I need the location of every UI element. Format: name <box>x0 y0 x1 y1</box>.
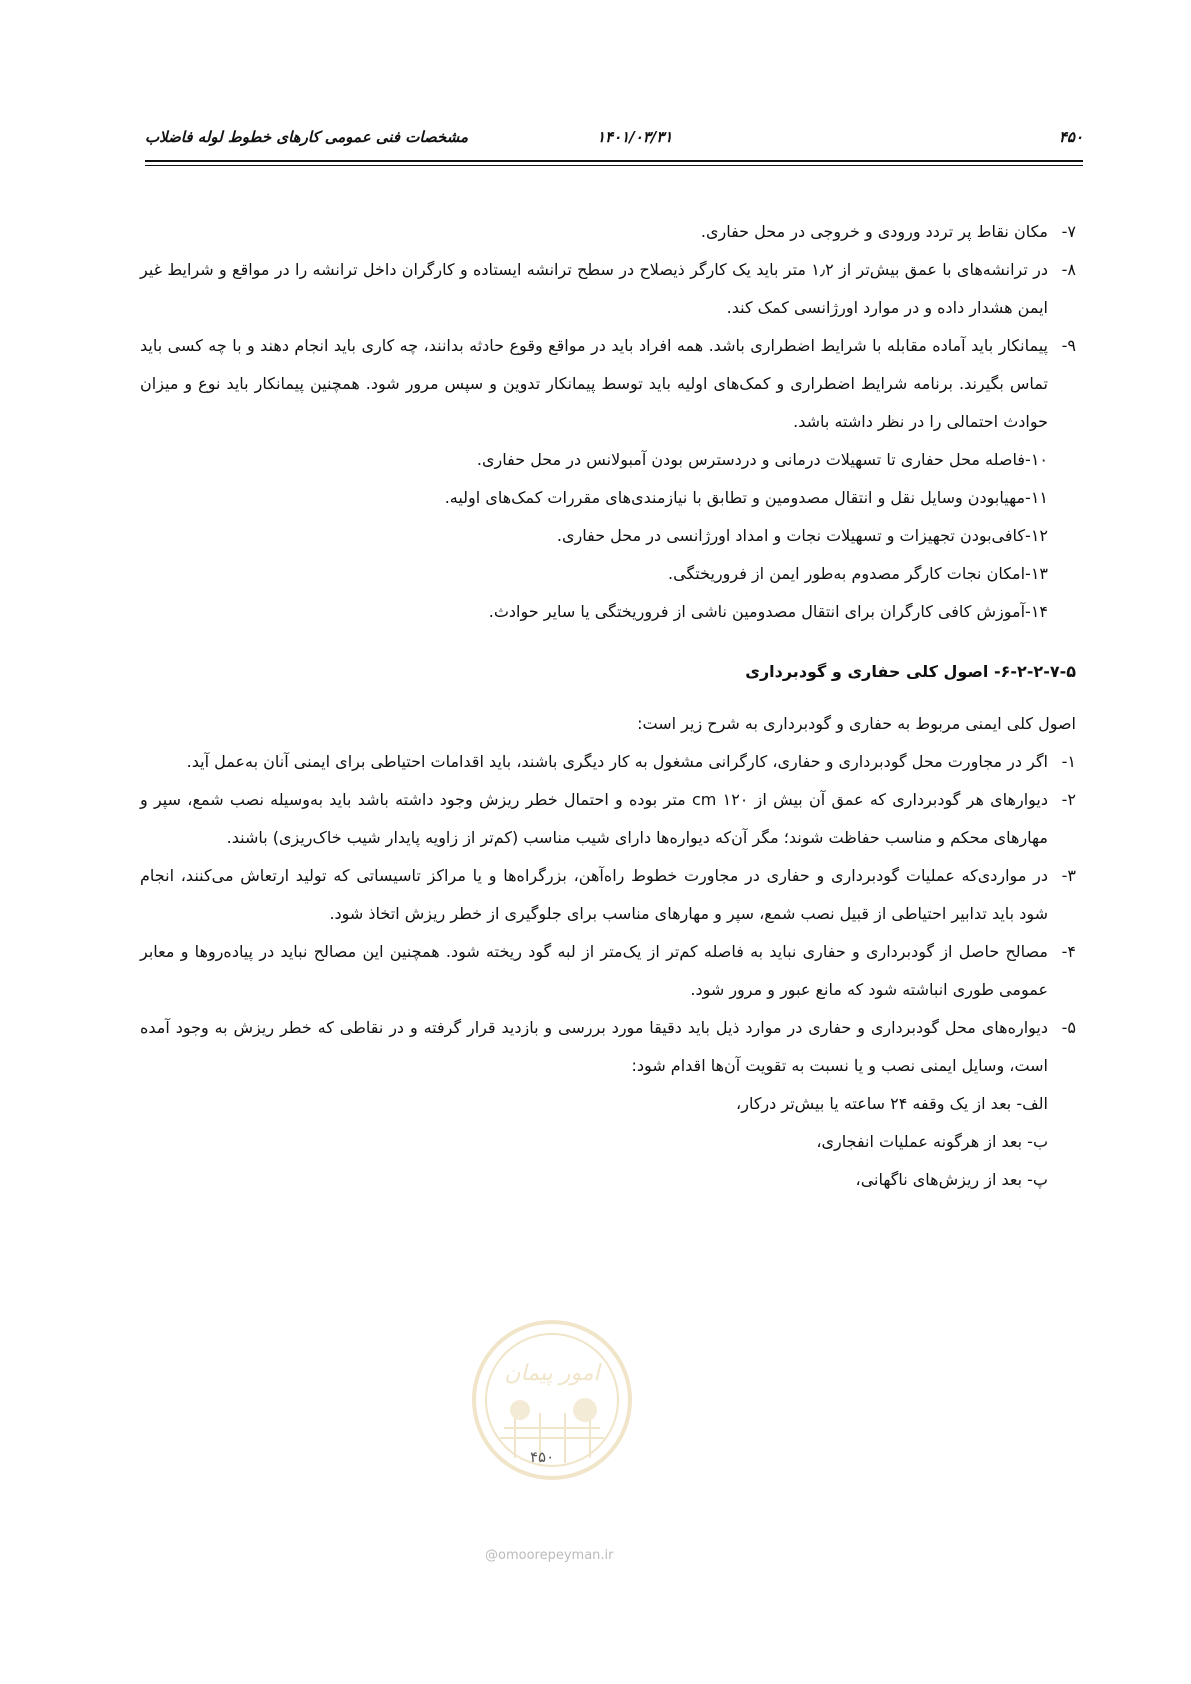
sub-list-item: پ- بعد از ریزش‌های ناگهانی، <box>855 1170 1048 1189</box>
list-item-text: دیواره‌های محل گودبرداری و حفاری در موارد ذیل باید دقیقا مورد بررسی و بازدید قرار گرفته و در نقاطی که خطر ریزش به وجود آمده است، وسایل ایمنی نصب و یا نسبت به تقویت آن‌ها اقدام شود: <box>140 1018 1048 1075</box>
header-page-number: ۴۵۰ <box>1058 128 1083 146</box>
list-item-number: ۴- <box>1061 942 1076 961</box>
list-item-number: ۵- <box>1061 1018 1076 1037</box>
list-item: ۱۰-فاصله محل حفاری تا تسهیلات درمانی و دردسترس بودن آمبولانس در محل حفاری. <box>476 450 1048 469</box>
section-heading: ۶-۲-۲-۷-۵- اصول کلی حفاری و گودبرداری <box>745 662 1076 681</box>
watermark-url: @omoorepeyman.ir <box>485 1548 614 1563</box>
sub-list-item: الف- بعد از یک وقفه ۲۴ ساعته یا بیش‌تر درکار، <box>736 1094 1048 1113</box>
list-item: ۱۳-امکان نجات کارگر مصدوم به‌طور ایمن از فروریختگی. <box>668 564 1048 583</box>
list-item: ۱۱-مهیابودن وسایل نقل و انتقال مصدومین و تطابق با نیازمندی‌های مقررات کمک‌های اولیه. <box>444 488 1048 507</box>
list-item <box>140 251 1076 327</box>
header-rule-thin <box>145 165 1083 166</box>
list-item <box>140 857 1076 933</box>
list-item-text: مکان نقاط پر تردد ورودی و خروجی در محل حفاری. <box>700 222 1048 241</box>
list-item-number: ۲- <box>1061 790 1076 809</box>
list-item-number: ۷- <box>1061 222 1076 241</box>
list-item <box>140 743 1076 781</box>
header-date: ۱۴۰۱/۰۳/۳۱ <box>597 128 673 146</box>
list-item-text: در مواردی‌که عملیات گودبرداری و حفاری در مجاورت خطوط راه‌آهن، بزرگراه‌ها و یا مراکز تاسیساتی که تولید ارتعاش می‌کنند، انجام شود باید تدابیر احتیاطی از قبیل نصب شمع، سپر و مهارهای مناسب برای جلوگیری از خطر ریزش اتخاذ شود. <box>140 866 1048 923</box>
sub-list-item: ب- بعد از هرگونه عملیات انفجاری، <box>816 1132 1048 1151</box>
list-item-text: اگر در مجاورت محل گودبرداری و حفاری، کارگرانی مشغول به کار دیگری باشند، باید اقدامات احتیاطی برای ایمنی آنان به‌عمل آید. <box>186 752 1048 771</box>
list-item <box>140 213 1076 251</box>
list-item: ۱۴-آموزش کافی کارگران برای انتقال مصدومین ناشی از فروریختگی یا سایر حوادث. <box>488 602 1048 621</box>
list-item <box>140 327 1076 441</box>
list-item: ۱۲-کافی‌بودن تجهیزات و تسهیلات نجات و امداد اورژانسی در محل حفاری. <box>556 526 1048 545</box>
document-body <box>140 213 1076 1199</box>
list-item-number: ۹- <box>1061 336 1076 355</box>
list-item-number: ۸- <box>1061 260 1076 279</box>
list-item <box>140 781 1076 857</box>
list-item-text: در ترانشه‌های با عمق بیش‌تر از ۱٫۲ متر باید یک کارگر ذیصلاح در سطح ترانشه ایستاده و کارگران داخل ترانشه را در مواقع و شرایط غیر ایمن هشدار داده و در موارد اورژانسی کمک کند. <box>140 260 1048 317</box>
header-title: مشخصات فنی عمومی کارهای خطوط لوله فاضلاب <box>145 128 469 146</box>
header-rule-thick <box>145 160 1083 162</box>
list-item-text: پیمانکار باید آماده مقابله با شرایط اضطراری باشد. همه افراد باید در مواقع وقوع حادثه بدانند، چه کاری باید انجام دهند و با چه کسی باید تماس بگیرند. برنامه شرایط اضطراری و کمک‌های اولیه باید توسط پیمانکار تدوین و سپس مرور شود. همچنین پیمانکار باید نوع و میزان حوادث احتمالی را در نظر داشته باشد. <box>140 336 1048 431</box>
list-item <box>140 933 1076 1009</box>
watermark-logo-text: امور پیمان <box>504 1361 600 1386</box>
page-header <box>145 128 1083 164</box>
section-intro: اصول کلی ایمنی مربوط به حفاری و گودبرداری به شرح زیر است: <box>637 714 1076 733</box>
list-item-number: ۱- <box>1061 752 1076 771</box>
list-item-text: دیوارهای هر گودبرداری که عمق آن بیش از ۱۲۰ cm متر بوده و احتمال خطر ریزش وجود داشته باشد باید به‌وسیله نصب شمع، سپر و مهارهای محکم و مناسب حفاظت شوند؛ مگر آن‌که دیواره‌ها دارای شیب مناسب (کم‌تر از زاویه پایدار شیب خاک‌ریزی) باشند. <box>140 790 1048 847</box>
list-item <box>140 1009 1076 1085</box>
watermark-page-number: ۴۵۰ <box>530 1448 555 1466</box>
list-item-text: مصالح حاصل از گودبرداری و حفاری نباید به فاصله کم‌تر از یک‌متر از لبه گود ریخته شود. همچنین این مصالح نباید در پیاده‌روها و معابر عمومی طوری انباشته شود که مانع عبور و مرور شود. <box>140 942 1048 999</box>
list-item-number: ۳- <box>1061 866 1076 885</box>
